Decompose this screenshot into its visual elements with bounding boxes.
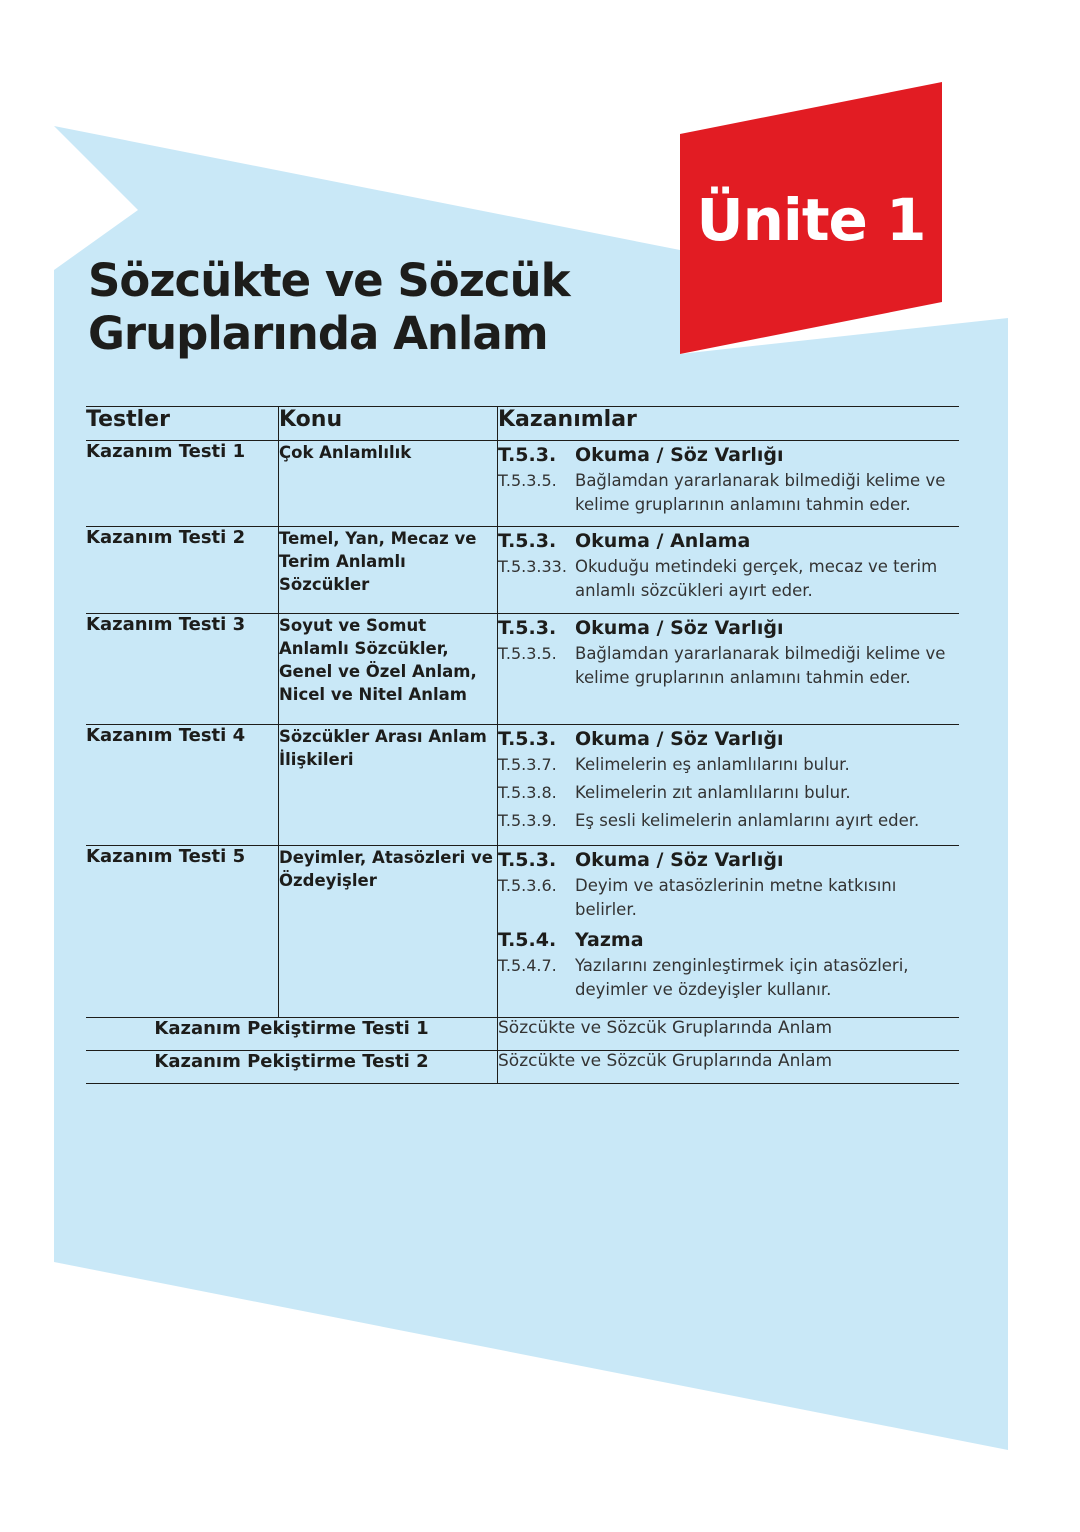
- outcome-heading: [498, 441, 959, 469]
- outcome-item-code: T.5.3.33.: [498, 557, 567, 576]
- outcome-item: [498, 781, 959, 805]
- outcome-code: T.5.4.: [498, 929, 557, 951]
- outcome-item-text: Okuduğu metindeki gerçek, mecaz ve terim anlamlı sözcükleri ayırt eder.: [575, 557, 938, 600]
- outcome-item-code: T.5.3.9.: [498, 811, 557, 830]
- outcome-code: T.5.3.: [498, 617, 557, 639]
- header-tests: Testler: [86, 407, 279, 441]
- outcome-item-text: Eş sesli kelimelerin anlamlarını ayırt eder.: [575, 811, 920, 830]
- outcome-item-text: Deyim ve atasözlerinin metne katkısını belirler.: [575, 876, 897, 919]
- outcomes-cell: [498, 441, 960, 527]
- outcomes-table: [86, 406, 959, 1084]
- topic-cell: Sözcükler Arası Anlam İlişkileri: [279, 725, 498, 846]
- outcome-title: Yazma: [575, 929, 644, 951]
- reinforcement-topic: Sözcükte ve Sözcük Gruplarında Anlam: [498, 1018, 960, 1051]
- page-title: [88, 254, 570, 360]
- outcome-item: [498, 874, 959, 922]
- outcome-item: [498, 642, 959, 690]
- outcomes-cell: [498, 614, 960, 725]
- outcome-item-text: Kelimelerin eş anlamlılarını bulur.: [575, 755, 850, 774]
- outcome-item-code: T.5.3.5.: [498, 471, 557, 490]
- topic-cell: Çok Anlamlılık: [279, 441, 498, 527]
- outcome-heading: [498, 846, 959, 874]
- outcome-item-code: T.5.3.7.: [498, 755, 557, 774]
- table-row: [86, 846, 959, 1018]
- outcome-code: T.5.3.: [498, 849, 557, 871]
- outcome-title: Okuma / Söz Varlığı: [575, 849, 784, 871]
- outcome-heading: [498, 926, 959, 954]
- topic-cell: Soyut ve Somut Anlamlı Sözcükler, Genel ve Özel Anlam, Nicel ve Nitel Anlam: [279, 614, 498, 725]
- outcome-item: [498, 809, 959, 833]
- table-row: [86, 527, 959, 614]
- header-outcomes: Kazanımlar: [498, 407, 960, 441]
- outcome-code: T.5.3.: [498, 444, 557, 466]
- outcomes-cell: [498, 846, 960, 1018]
- outcome-title: Okuma / Söz Varlığı: [575, 728, 784, 750]
- header-topic: Konu: [279, 407, 498, 441]
- test-name: Kazanım Testi 4: [86, 725, 279, 846]
- outcome-heading: [498, 614, 959, 642]
- unit-label: Ünite 1: [696, 186, 926, 254]
- outcome-item-text: Bağlamdan yararlanarak bilmediği kelime ve kelime gruplarının anlamını tahmin eder.: [575, 471, 946, 514]
- outcome-item-text: Bağlamdan yararlanarak bilmediği kelime ve kelime gruplarının anlamını tahmin eder.: [575, 644, 946, 687]
- outcome-title: Okuma / Söz Varlığı: [575, 444, 784, 466]
- reinforcement-row: [86, 1051, 959, 1084]
- page-title-line1: Sözcükte ve Sözcük: [88, 254, 570, 307]
- outcome-item-code: T.5.3.8.: [498, 783, 557, 802]
- reinforcement-topic: Sözcükte ve Sözcük Gruplarında Anlam: [498, 1051, 960, 1084]
- table-row: [86, 614, 959, 725]
- outcomes-cell: [498, 725, 960, 846]
- outcome-item: [498, 555, 959, 603]
- table-row: [86, 725, 959, 846]
- outcome-item-code: T.5.3.6.: [498, 876, 557, 895]
- reinforcement-test-name: Kazanım Pekiştirme Testi 1: [86, 1018, 498, 1051]
- outcome-heading: [498, 725, 959, 753]
- outcome-code: T.5.3.: [498, 728, 557, 750]
- outcome-item: [498, 954, 959, 1002]
- outcome-heading: [498, 527, 959, 555]
- test-name: Kazanım Testi 2: [86, 527, 279, 614]
- outcome-item-text: Yazılarını zenginleştirmek için atasözleri, deyimler ve özdeyişler kullanır.: [575, 956, 909, 999]
- outcome-code: T.5.3.: [498, 530, 557, 552]
- outcome-item: [498, 753, 959, 777]
- outcomes-cell: [498, 527, 960, 614]
- test-name: Kazanım Testi 5: [86, 846, 279, 1018]
- outcome-item-code: T.5.4.7.: [498, 956, 557, 975]
- outcome-title: Okuma / Anlama: [575, 530, 751, 552]
- test-name: Kazanım Testi 1: [86, 441, 279, 527]
- outcome-item-code: T.5.3.5.: [498, 644, 557, 663]
- table-row: [86, 441, 959, 527]
- page-title-line2: Gruplarında Anlam: [88, 307, 548, 360]
- test-name: Kazanım Testi 3: [86, 614, 279, 725]
- outcome-title: Okuma / Söz Varlığı: [575, 617, 784, 639]
- outcome-item: [498, 469, 959, 517]
- topic-cell: Temel, Yan, Mecaz ve Terim Anlamlı Sözcükler: [279, 527, 498, 614]
- topic-cell: Deyimler, Atasözleri ve Özdeyişler: [279, 846, 498, 1018]
- reinforcement-row: [86, 1018, 959, 1051]
- outcome-item-text: Kelimelerin zıt anlamlılarını bulur.: [575, 783, 851, 802]
- reinforcement-test-name: Kazanım Pekiştirme Testi 2: [86, 1051, 498, 1084]
- table-header-row: [86, 407, 959, 441]
